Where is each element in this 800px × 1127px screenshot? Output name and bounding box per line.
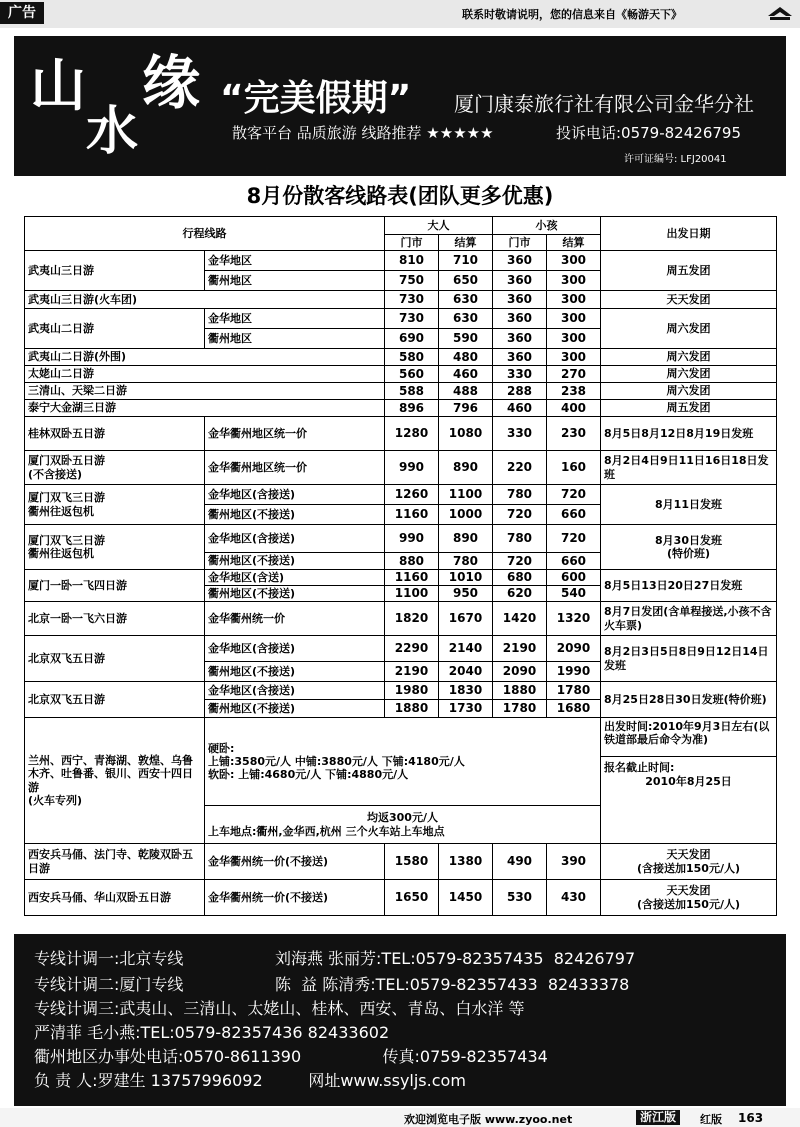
- departure: 周五发团: [601, 400, 777, 417]
- price-child-retail: 720: [493, 553, 547, 570]
- route-header: 行程线路: [25, 217, 385, 251]
- child-retail-header: 门市: [493, 235, 547, 251]
- price-adult-retail: 1260: [385, 485, 439, 505]
- price-adult-retail: 2290: [385, 636, 439, 662]
- price-adult-settle: 890: [439, 451, 493, 485]
- price-adult-settle: 780: [439, 553, 493, 570]
- price-child-retail: 720: [493, 505, 547, 525]
- price-adult-settle: 590: [439, 329, 493, 349]
- price-child-settle: 238: [547, 383, 601, 400]
- price-adult-retail: 1100: [385, 586, 439, 602]
- price-adult-settle: 460: [439, 366, 493, 383]
- hard-sleeper-prices: 上铺:3580元/人 中铺:3880元/人 下铺:4180元/人: [208, 754, 465, 768]
- price-child-settle: 720: [547, 525, 601, 553]
- region: 金华衢州地区统一价: [205, 451, 385, 485]
- region: 金华地区(含送): [205, 570, 385, 586]
- contact-line-5: 衢州地区办事处电话:0570-8611390 传真:0759-82357434: [34, 1047, 548, 1066]
- license-number: 许可证编号: LFJ20041: [624, 154, 727, 165]
- price-adult-settle: 890: [439, 525, 493, 553]
- table-row: [25, 349, 777, 366]
- departure: 8月5日13日20日27日发班: [601, 570, 777, 602]
- table-row: [25, 383, 777, 400]
- price-child-settle: 720: [547, 485, 601, 505]
- price-child-settle: 300: [547, 309, 601, 329]
- table-header: [25, 217, 777, 235]
- price-child-retail: 1780: [493, 700, 547, 718]
- contact-line-3: 专线计调三:武夷山、三清山、太姥山、桂林、西安、青岛、白水洋 等: [34, 999, 525, 1018]
- route-name: 厦门一卧一飞四日游: [25, 570, 205, 602]
- departure: 8月2日3日5日8日9日12日14日发班: [601, 636, 777, 682]
- red-edition-label: 红版: [700, 1113, 722, 1126]
- region: 衢州地区(不接送): [205, 553, 385, 570]
- price-adult-settle: 630: [439, 291, 493, 309]
- website-note: 欢迎浏览电子版 www.zyoo.net: [404, 1113, 573, 1126]
- adult-header: 大人: [385, 217, 493, 235]
- price-child-settle: 300: [547, 329, 601, 349]
- price-child-retail: 2090: [493, 662, 547, 682]
- price-child-settle: 400: [547, 400, 601, 417]
- price-adult-retail: 560: [385, 366, 439, 383]
- price-adult-retail: 896: [385, 400, 439, 417]
- hard-sleeper-label: 硬卧:: [208, 741, 235, 755]
- route-name: 西安兵马俑、华山双卧五日游: [25, 880, 205, 916]
- price-child-settle: 300: [547, 251, 601, 271]
- price-adult-retail: 1160: [385, 570, 439, 586]
- route-table: [24, 216, 777, 916]
- contact-line-6: 负 责 人:罗建生 13757996092 网址www.ssyljs.com: [34, 1071, 466, 1090]
- departure: 8月2日4日9日11日16日18日发班: [601, 451, 777, 485]
- price-child-retail: 490: [493, 844, 547, 880]
- table-row: [25, 570, 777, 586]
- price-adult-retail: 1980: [385, 682, 439, 700]
- top-bar: [0, 0, 800, 28]
- price-child-retail: 780: [493, 525, 547, 553]
- schedule-title: 8月份散客线路表(团队更多优惠): [246, 184, 554, 208]
- departure-time: 出发时间:2010年9月3日左右(以铁道部最后命令为准): [604, 720, 770, 747]
- price-adult-settle: 630: [439, 309, 493, 329]
- region: 金华衢州统一价: [205, 602, 385, 636]
- departure: 8月25日28日30日发班(特价班): [601, 682, 777, 718]
- price-child-retail: 220: [493, 451, 547, 485]
- route-name: 泰宁大金湖三日游: [25, 400, 385, 417]
- page-number: 163: [738, 1111, 764, 1125]
- table-row: [25, 400, 777, 417]
- table-row: [25, 525, 777, 553]
- region: 衢州地区(不接送): [205, 505, 385, 525]
- departure: 周六发团: [601, 366, 777, 383]
- table-row: [25, 485, 777, 505]
- price-child-retail: 360: [493, 349, 547, 366]
- table-row: [25, 602, 777, 636]
- brand-char-2: 水: [86, 101, 139, 162]
- price-adult-retail: 750: [385, 271, 439, 291]
- region: 金华衢州统一价(不接送): [205, 844, 385, 880]
- region: 金华衢州统一价(不接送): [205, 880, 385, 916]
- boarding-info: [205, 806, 601, 844]
- price-child-retail: 360: [493, 251, 547, 271]
- price-child-settle: 1680: [547, 700, 601, 718]
- route-name: 三清山、天梁二日游: [25, 383, 385, 400]
- region: 衢州地区(不接送): [205, 662, 385, 682]
- price-child-retail: 360: [493, 291, 547, 309]
- agency-banner: [14, 36, 786, 176]
- table-row: [25, 309, 777, 329]
- price-adult-settle: 1730: [439, 700, 493, 718]
- child-header: 小孩: [493, 217, 601, 235]
- price-adult-retail: 1280: [385, 417, 439, 451]
- price-child-retail: 1880: [493, 682, 547, 700]
- price-adult-retail: 2190: [385, 662, 439, 682]
- price-adult-retail: 1160: [385, 505, 439, 525]
- departure: 8月7日发团(含单程接送,小孩不含火车票): [601, 602, 777, 636]
- price-child-settle: 230: [547, 417, 601, 451]
- region: 金华地区: [205, 309, 385, 329]
- price-child-settle: 270: [547, 366, 601, 383]
- price-child-retail: 360: [493, 329, 547, 349]
- price-adult-settle: 1100: [439, 485, 493, 505]
- table-row: [25, 251, 777, 271]
- brand-char-1: 山: [30, 53, 86, 119]
- price-adult-settle: 2040: [439, 662, 493, 682]
- price-adult-settle: 796: [439, 400, 493, 417]
- departure: 天天发团: [601, 291, 777, 309]
- price-child-retail: 460: [493, 400, 547, 417]
- price-adult-retail: 1580: [385, 844, 439, 880]
- region: 金华地区: [205, 251, 385, 271]
- price-child-settle: 1320: [547, 602, 601, 636]
- complaint-phone: 投诉电话:0579-82426795: [556, 124, 741, 142]
- price-child-retail: 360: [493, 271, 547, 291]
- route-name: 北京双飞五日游: [25, 682, 205, 718]
- price-adult-settle: 710: [439, 251, 493, 271]
- return-price: 均返300元/人: [367, 811, 438, 825]
- departure: 天天发团 (含接送加150元/人): [601, 880, 777, 916]
- contact-footer: [14, 934, 786, 1106]
- price-adult-retail: 730: [385, 309, 439, 329]
- price-child-retail: 330: [493, 417, 547, 451]
- price-adult-settle: 1450: [439, 880, 493, 916]
- region: 金华衢州地区统一价: [205, 417, 385, 451]
- price-adult-retail: 1650: [385, 880, 439, 916]
- price-child-settle: 660: [547, 505, 601, 525]
- price-child-settle: 2090: [547, 636, 601, 662]
- departure: [601, 718, 777, 844]
- price-adult-retail: 580: [385, 349, 439, 366]
- price-adult-settle: 480: [439, 349, 493, 366]
- route-name: 武夷山三日游: [25, 251, 205, 291]
- price-child-settle: 1780: [547, 682, 601, 700]
- price-child-settle: 390: [547, 844, 601, 880]
- price-adult-settle: 1000: [439, 505, 493, 525]
- price-adult-settle: 1830: [439, 682, 493, 700]
- price-child-settle: 600: [547, 570, 601, 586]
- table-row: [25, 682, 777, 700]
- price-adult-retail: 810: [385, 251, 439, 271]
- source-note: 联系时敬请说明，您的信息来自《畅游天下》: [462, 8, 682, 21]
- route-name: 兰州、西宁、青海湖、敦煌、乌鲁木齐、吐鲁番、银川、西安十四日游 (火车专列): [25, 718, 205, 844]
- edition-tag: 浙江版: [636, 1110, 680, 1125]
- price-child-retail: 780: [493, 485, 547, 505]
- price-child-retail: 2190: [493, 636, 547, 662]
- region: 衢州地区: [205, 271, 385, 291]
- price-adult-settle: 488: [439, 383, 493, 400]
- departure: 天天发团 (含接送加150元/人): [601, 844, 777, 880]
- region: 金华地区(含接送): [205, 682, 385, 700]
- price-adult-retail: 990: [385, 451, 439, 485]
- departure: 周六发团: [601, 309, 777, 349]
- route-name: 厦门双卧五日游 (不含接送): [25, 451, 205, 485]
- price-adult-retail: 1820: [385, 602, 439, 636]
- table-row: [25, 880, 777, 916]
- price-adult-retail: 990: [385, 525, 439, 553]
- contact-line-1: 专线计调一:北京专线 刘海燕 张丽芳:TEL:0579-82357435 82426797: [34, 949, 636, 968]
- price-child-settle: 300: [547, 291, 601, 309]
- region: 衢州地区(不接送): [205, 700, 385, 718]
- route-name: 武夷山二日游: [25, 309, 205, 349]
- child-settle-header: 结算: [547, 235, 601, 251]
- table-row: [25, 636, 777, 662]
- price-adult-settle: 1670: [439, 602, 493, 636]
- price-child-settle: 160: [547, 451, 601, 485]
- contact-line-4: 严清菲 毛小燕:TEL:0579-82357436 82433602: [34, 1023, 390, 1042]
- price-adult-retail: 588: [385, 383, 439, 400]
- price-adult-settle: 650: [439, 271, 493, 291]
- route-name: 厦门双飞三日游 衢州往返包机: [25, 485, 205, 525]
- company-name: 厦门康泰旅行社有限公司金华分社: [454, 92, 754, 116]
- departure: 周五发团: [601, 251, 777, 291]
- region: 金华地区(含接送): [205, 525, 385, 553]
- slogan: “完美假期”: [220, 78, 412, 119]
- price-adult-retail: 880: [385, 553, 439, 570]
- price-adult-retail: 690: [385, 329, 439, 349]
- price-child-retail: 330: [493, 366, 547, 383]
- table-row: [25, 417, 777, 451]
- price-child-settle: 540: [547, 586, 601, 602]
- departure: 周六发团: [601, 349, 777, 366]
- adult-retail-header: 门市: [385, 235, 439, 251]
- departure: 周六发团: [601, 383, 777, 400]
- soft-sleeper-prices: 软卧: 上铺:4680元/人 下铺:4880元/人: [208, 768, 409, 782]
- deadline-label: 报名截止时间:: [604, 761, 675, 775]
- departure: 8月5日8月12日8月19日发班: [601, 417, 777, 451]
- route-name: 厦门双飞三日游 衢州往返包机: [25, 525, 205, 570]
- region: 金华地区(含接送): [205, 636, 385, 662]
- price-adult-settle: 1080: [439, 417, 493, 451]
- rail-prices: [205, 718, 601, 806]
- departure: 8月11日发班: [601, 485, 777, 525]
- price-child-retail: 288: [493, 383, 547, 400]
- price-adult-retail: 1880: [385, 700, 439, 718]
- table-row: [25, 451, 777, 485]
- price-child-settle: 1990: [547, 662, 601, 682]
- table-row: [25, 844, 777, 880]
- price-child-retail: 360: [493, 309, 547, 329]
- price-adult-settle: 950: [439, 586, 493, 602]
- price-adult-settle: 1010: [439, 570, 493, 586]
- departure-header: 出发日期: [601, 217, 777, 251]
- region: 金华地区(含接送): [205, 485, 385, 505]
- table-row: [25, 718, 777, 806]
- price-adult-retail: 730: [385, 291, 439, 309]
- route-name: 西安兵马俑、法门寺、乾陵双卧五日游: [25, 844, 205, 880]
- departure: 8月30日发班 (特价班): [601, 525, 777, 570]
- price-child-settle: 300: [547, 349, 601, 366]
- contact-line-2: 专线计调二:厦门专线 陈 益 陈清秀:TEL:0579-82357433 82433378: [34, 975, 630, 994]
- ad-tag: 广告: [0, 2, 44, 24]
- price-adult-settle: 1380: [439, 844, 493, 880]
- tagline: 散客平台 品质旅游 线路推荐 ★★★★★: [232, 124, 494, 142]
- price-child-settle: 430: [547, 880, 601, 916]
- region: 衢州地区: [205, 329, 385, 349]
- route-name: 太姥山二日游: [25, 366, 385, 383]
- price-child-retail: 530: [493, 880, 547, 916]
- table-row: [25, 291, 777, 309]
- region: 衢州地区(不接送): [205, 586, 385, 602]
- route-name: 武夷山三日游(火车团): [25, 291, 385, 309]
- brand-char-3: 缘: [142, 49, 201, 117]
- deadline-date: 2010年8月25日: [645, 774, 732, 788]
- route-name: 北京一卧一飞六日游: [25, 602, 205, 636]
- table-row: [25, 366, 777, 383]
- adult-settle-header: 结算: [439, 235, 493, 251]
- price-child-retail: 620: [493, 586, 547, 602]
- price-adult-settle: 2140: [439, 636, 493, 662]
- magazine-logo-icon: [766, 4, 794, 22]
- route-name: 北京双飞五日游: [25, 636, 205, 682]
- route-name: 武夷山二日游(外围): [25, 349, 385, 366]
- price-child-retail: 1420: [493, 602, 547, 636]
- boarding-points: 上车地点:衢州,金华西,杭州 三个火车站上车地点: [208, 824, 445, 838]
- price-child-settle: 660: [547, 553, 601, 570]
- route-name: 桂林双卧五日游: [25, 417, 205, 451]
- price-child-retail: 680: [493, 570, 547, 586]
- price-child-settle: 300: [547, 271, 601, 291]
